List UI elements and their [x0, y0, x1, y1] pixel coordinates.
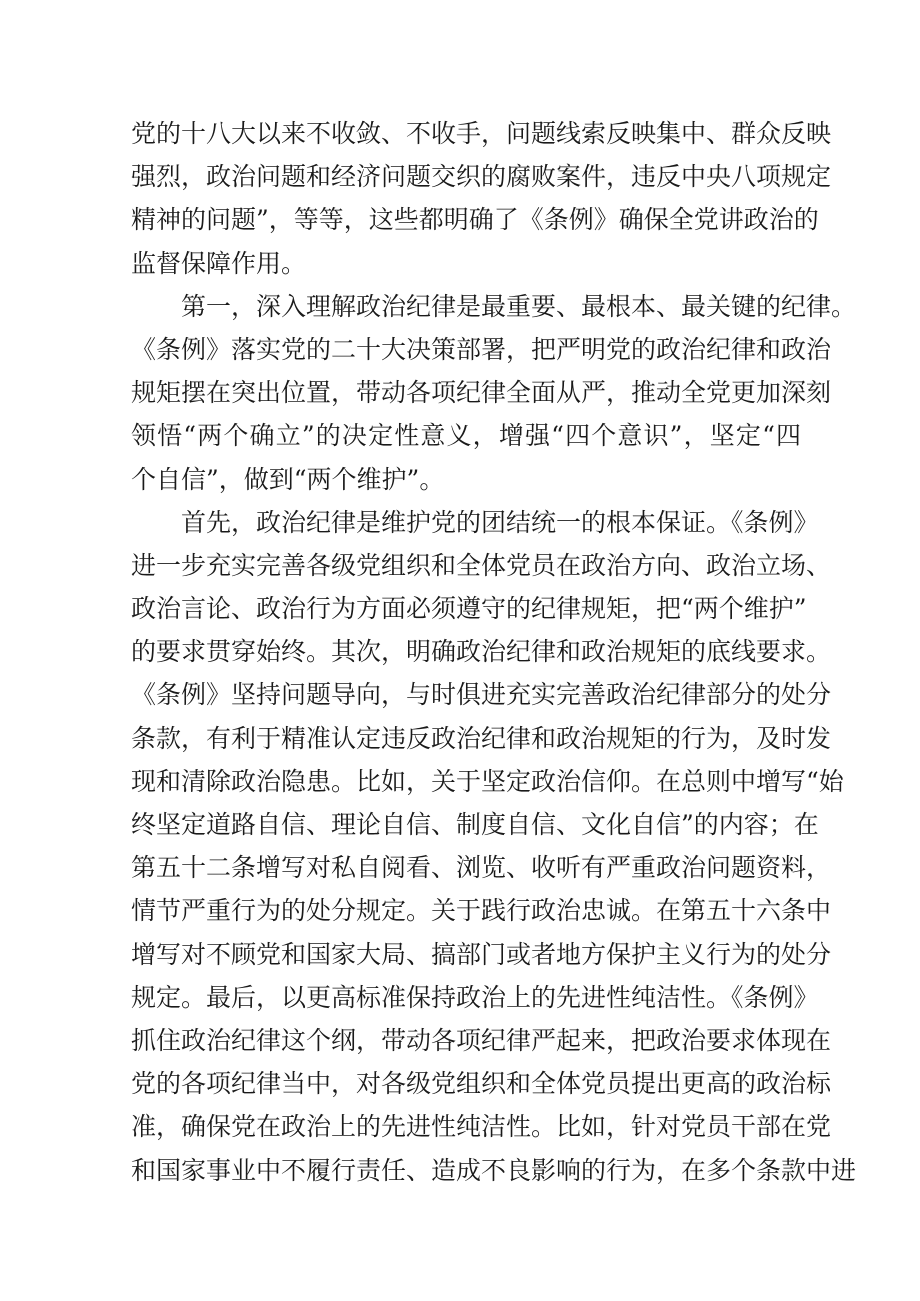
- text-line: 第五十二条增写对私自阅看、浏览、收听有严重政治问题资料，: [131, 853, 832, 883]
- text-line: 条款，有利于精准认定违反政治纪律和政治规矩的行为，及时发: [131, 723, 832, 753]
- text-line: 《条例》落实党的二十大决策部署，把严明党的政治纪律和政治: [131, 334, 832, 364]
- text-line: 领悟“两个确立”的决定性意义，增强“四个意识”，坚定“四: [131, 421, 801, 451]
- text-line: 规定。最后，以更高标准保持政治上的先进性纯洁性。《条例》: [131, 982, 819, 1012]
- text-line: 精神的问题”，等等，这些都明确了《条例》确保全党讲政治的: [131, 205, 819, 235]
- text-line: 增写对不顾党和国家大局、搞部门或者地方保护主义行为的处分: [131, 939, 832, 969]
- paragraph: [131, 112, 832, 285]
- text-line: 第一，深入理解政治纪律是最重要、最根本、最关键的纪律。: [181, 291, 857, 321]
- text-line: 《条例》坚持问题导向，与时俱进充实完善政治纪律部分的处分: [131, 680, 832, 710]
- text-line: 规矩摆在突出位置，带动各项纪律全面从严，推动全党更加深刻: [131, 378, 832, 408]
- text-line: 党的十八大以来不收敛、不收手，问题线索反映集中、群众反映: [131, 119, 832, 148]
- text-line: 情节严重行为的处分规定。关于践行政治忠诚。在第五十六条中: [131, 896, 832, 926]
- text-line: 现和清除政治隐患。比如，关于坚定政治信仰。在总则中增写“始: [131, 766, 844, 796]
- text-line: 的要求贯穿始终。其次，明确政治纪律和政治规矩的底线要求。: [131, 637, 832, 667]
- text-line: 准，确保党在政治上的先进性纯洁性。比如，针对党员干部在党: [131, 1112, 832, 1142]
- text-line: 监督保障作用。: [131, 248, 307, 278]
- text-line: 终坚定道路自信、理论自信、制度自信、文化自信”的内容；在: [131, 810, 819, 839]
- text-line: 抓住政治纪律这个纲，带动各项纪律严起来，把政治要求体现在: [131, 1025, 832, 1055]
- document-body: [131, 112, 857, 1192]
- text-line: 和国家事业中不履行责任、造成不良影响的行为，在多个条款中进: [131, 1155, 857, 1185]
- text-line: 个自信”，做到“两个维护”。: [131, 464, 445, 494]
- text-line: 首先，政治纪律是维护党的团结统一的根本保证。《条例》: [181, 507, 819, 537]
- paragraph: [131, 501, 857, 1192]
- text-line: 进一步充实完善各级党组织和全体党员在政治方向、政治立场、: [131, 550, 832, 580]
- text-line: 党的各项纪律当中，对各级党组织和全体党员提出更高的政治标: [131, 1069, 832, 1099]
- text-line: 政治言论、政治行为方面必须遵守的纪律规矩，把“两个维护”: [131, 594, 807, 624]
- paragraph: [131, 285, 857, 501]
- text-line: 强烈，政治问题和经济问题交织的腐败案件，违反中央八项规定: [131, 162, 832, 192]
